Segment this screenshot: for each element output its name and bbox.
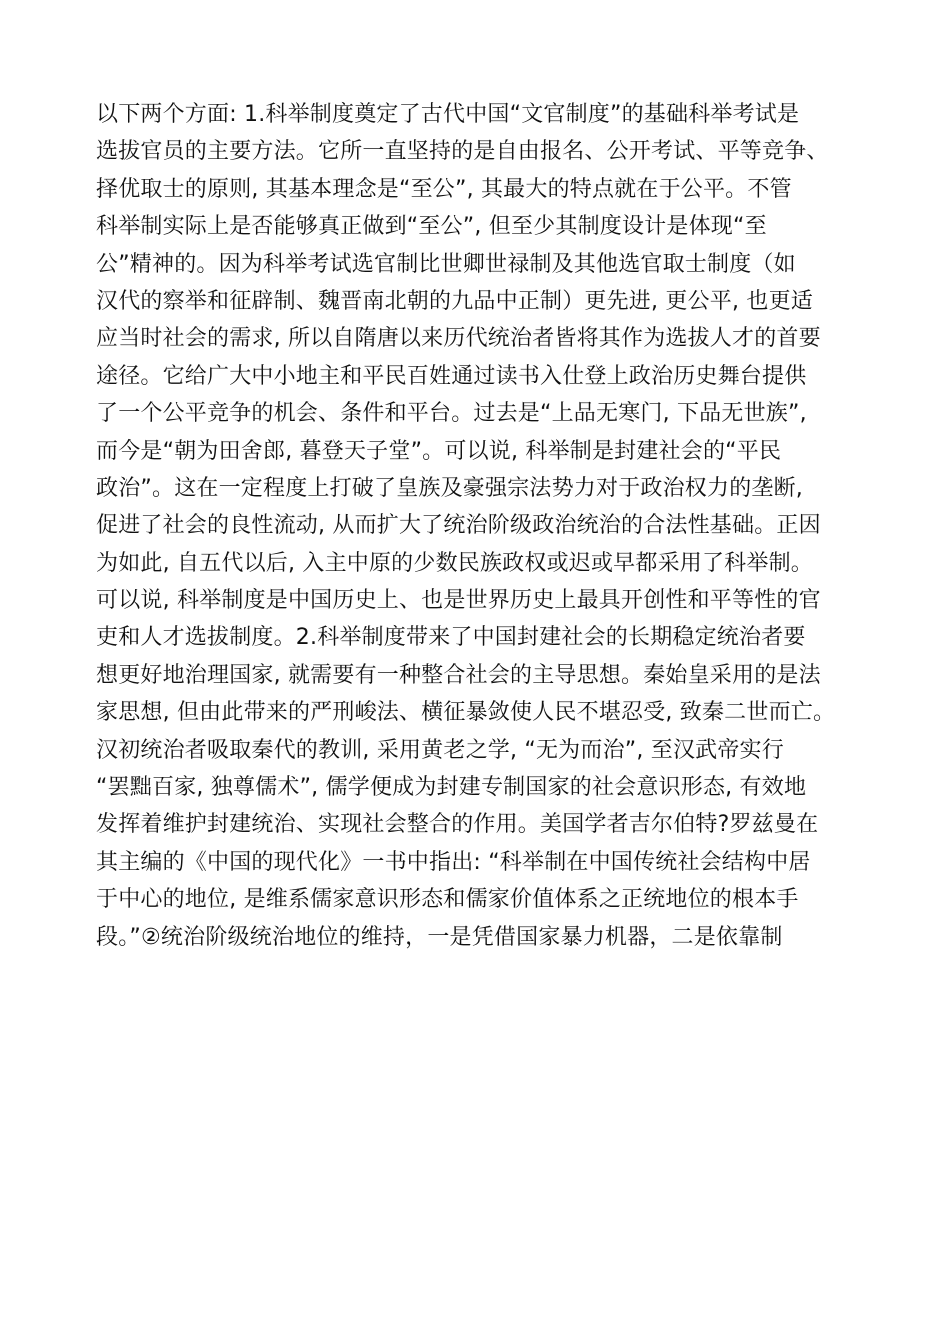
text-line: 促进了社会的良性流动, 从而扩大了统治阶级政治统治的合法性基础。正因 xyxy=(96,513,821,539)
body-text xyxy=(96,96,866,956)
text-line: 择优取士的原则, 其基本理念是“至公”, 其最大的特点就在于公平。不管 xyxy=(96,176,792,202)
text-line: 了一个公平竞争的机会、条件和平台。过去是“上品无寒门, 下品无世族”, xyxy=(96,401,807,427)
text-line: 公”精神的。因为科举考试选官制比世卿世禄制及其他选官取士制度（如 xyxy=(96,251,796,277)
text-line: 可以说, 科举制度是中国历史上、也是世界历史上最具开创性和平等性的官 xyxy=(96,588,821,614)
text-line: 汉代的察举和征辟制、魏晋南北朝的九品中正制）更先进, 更公平, 也更适 xyxy=(96,288,813,314)
text-line: 于中心的地位, 是维系儒家意识形态和儒家价值体系之正统地位的根本手 xyxy=(96,887,799,913)
text-line: 汉初统治者吸取秦代的教训, 采用黄老之学, “无为而治”, 至汉武帝实行 xyxy=(96,737,784,763)
text-line: 发挥着维护封建统治、实现社会整合的作用。美国学者吉尔伯特?罗兹曼在 xyxy=(96,812,819,838)
text-line: 途径。它给广大中小地主和平民百姓通过读书入仕登上政治历史舞台提供 xyxy=(96,363,807,389)
text-line: 以下两个方面: 1.科举制度奠定了古代中国“文官制度”的基础科举考试是 xyxy=(96,102,800,127)
text-line: 为如此, 自五代以后, 入主中原的少数民族政权或迟或早都采用了科举制。 xyxy=(96,550,813,576)
text-line: 政治”。这在一定程度上打破了皇族及豪强宗法势力对于政治权力的垄断, xyxy=(96,475,803,501)
text-line: 其主编的《中国的现代化》一书中指出: “科举制在中国传统社会结构中居 xyxy=(96,849,811,875)
text-line: 而今是“朝为田舍郎, 暮登天子堂”。可以说, 科举制是封建社会的“平民 xyxy=(96,438,782,464)
text-line: 吏和人才选拔制度。2.科举制度带来了中国封建社会的长期稳定统治者要 xyxy=(96,625,806,651)
text-line: 段。”②统治阶级统治地位的维持，一是凭借国家暴力机器，二是依靠制 xyxy=(96,924,783,950)
text-line: 家思想, 但由此带来的严刑峻法、横征暴敛使人民不堪忍受, 致秦二世而亡。 xyxy=(96,700,836,726)
text-line: “罢黜百家, 独尊儒术”, 儒学便成为封建专制国家的社会意识形态, 有效地 xyxy=(96,775,807,801)
text-line: 选拔官员的主要方法。它所一直坚持的是自由报名、公开考试、平等竞争、 xyxy=(96,139,829,165)
text-line: 科举制实际上是否能够真正做到“至公”, 但至少其制度设计是体现“至 xyxy=(96,214,767,240)
text-line: 想更好地治理国家, 就需要有一种整合社会的主导思想。秦始皇采用的是法 xyxy=(96,662,821,688)
text-line: 应当时社会的需求, 所以自隋唐以来历代统治者皆将其作为选拔人才的首要 xyxy=(96,326,821,352)
